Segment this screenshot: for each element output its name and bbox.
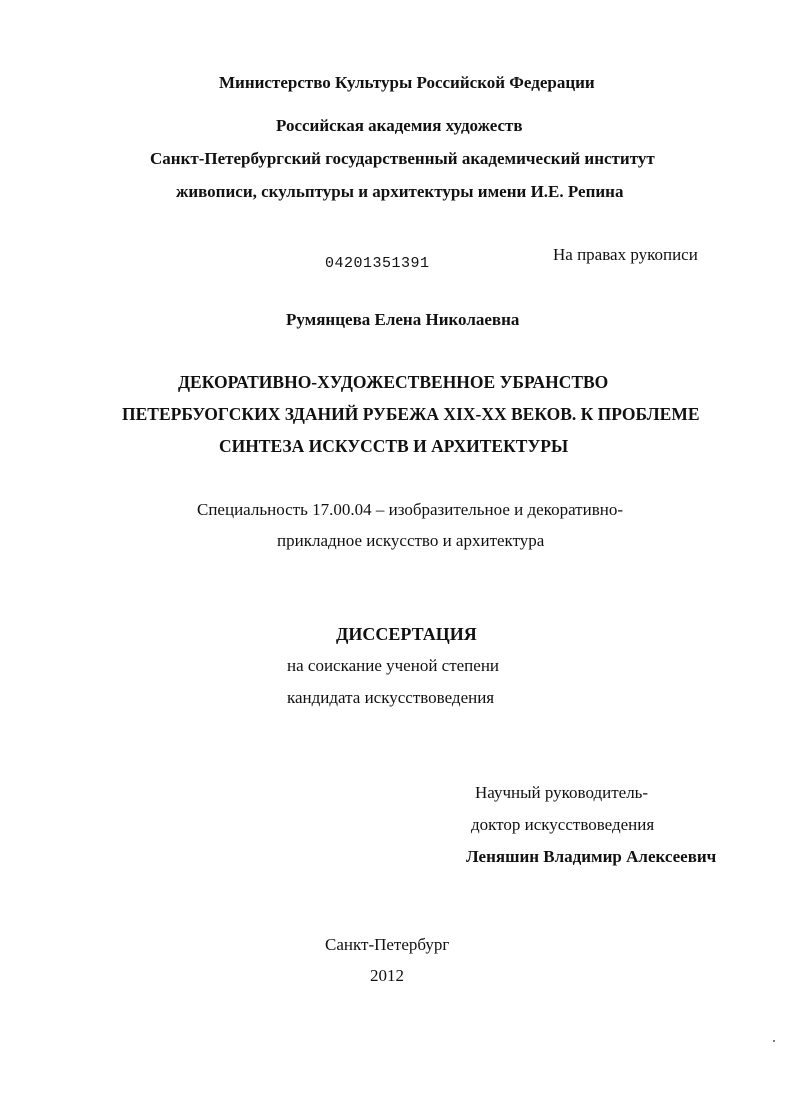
supervisor-name: Леняшин Владимир Алексеевич (466, 847, 717, 866)
title-line3: СИНТЕЗА ИСКУССТВ И АРХИТЕКТУРЫ (219, 436, 569, 456)
supervisor-degree: доктор искусствоведения (471, 815, 655, 834)
degree-line2: кандидата искусствоведения (287, 688, 495, 707)
specialty-line2: прикладное искусство и архитектура (277, 531, 545, 550)
specialty-line1: Специальность 17.00.04 – изобразительное и декоративно- (197, 500, 623, 519)
academy-heading: Российская академия художеств (276, 116, 523, 135)
supervisor-role: Научный руководитель- (475, 783, 649, 802)
title-line1: ДЕКОРАТИВНО-ХУДОЖЕСТВЕННОЕ УБРАНСТВО (178, 372, 609, 392)
institute-heading-line1: Санкт-Петербургский государственный академический институт (150, 149, 655, 168)
author-name: Румянцева Елена Николаевна (286, 310, 520, 329)
title-line2: ПЕТЕРБУОГСКИХ ЗДАНИЙ РУБЕЖА XIX-XX ВЕКОВ. К ПРОБЛЕМЕ (122, 404, 700, 424)
city: Санкт-Петербург (325, 935, 450, 954)
manuscript-rights-note: На правах рукописи (553, 245, 698, 264)
ministry-heading: Министерство Культуры Российской Федерации (219, 73, 595, 92)
scan-speck (773, 1040, 775, 1042)
year: 2012 (370, 966, 404, 985)
degree-line1: на соискание ученой степени (287, 656, 500, 675)
dissertation-heading: ДИССЕРТАЦИЯ (336, 624, 477, 644)
institute-heading-line2: живописи, скульптуры и архитектуры имени И.Е. Репина (176, 182, 624, 201)
registration-number: 04201351391 (325, 255, 430, 272)
